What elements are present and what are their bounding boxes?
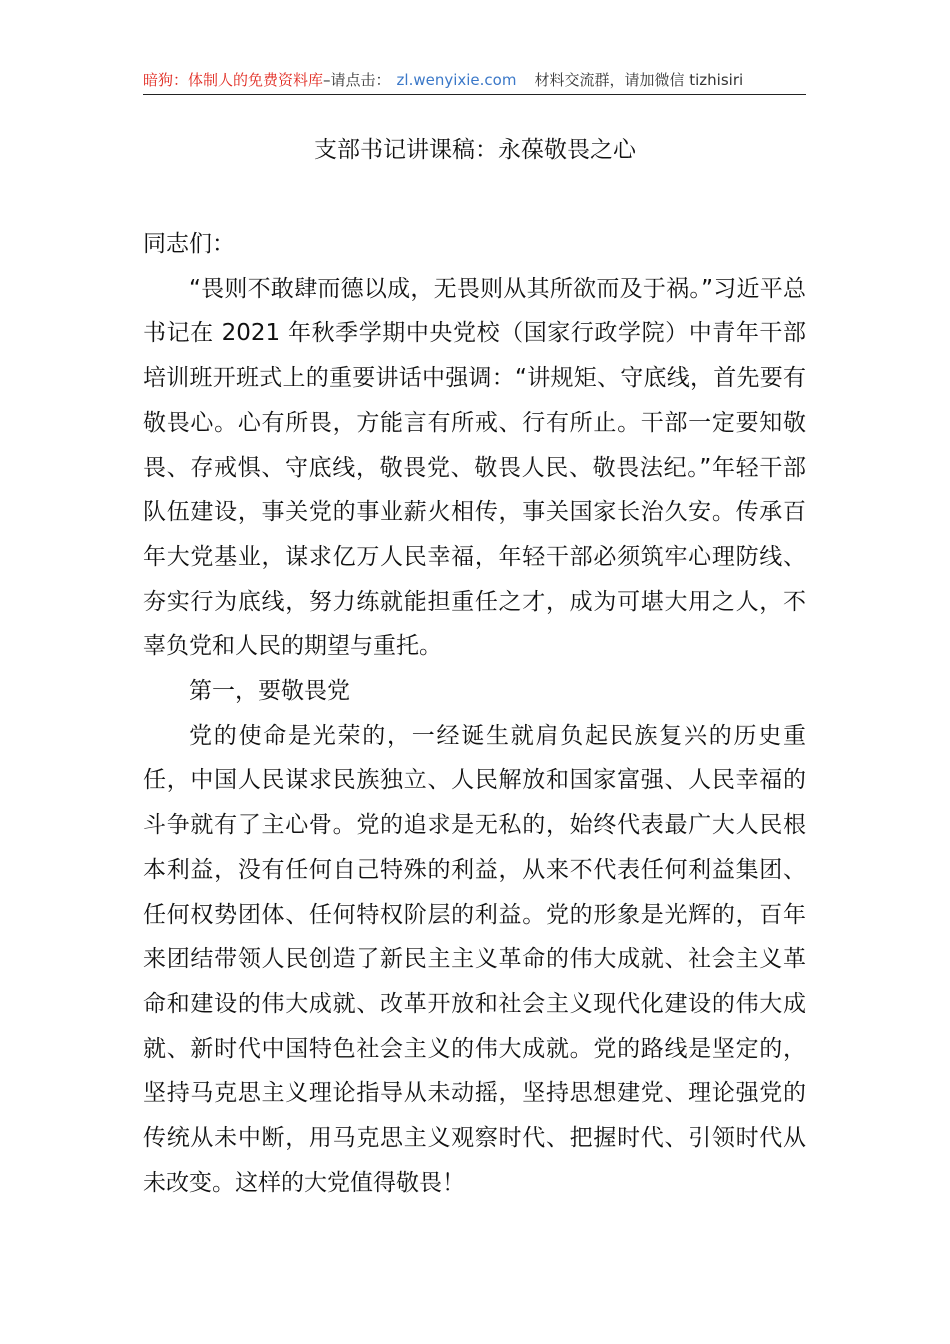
paragraph-revere-party: 党的使命是光荣的，一经诞生就肩负起民族复兴的历史重任，中国人民谋求民族独立、人民解放和国家富强、人民幸福的斗争就有了主心骨。党的追求是无私的，始终代表最广大人民根本利益，没有任何自己特殊的利益，从来不代表任何利益集团、任何权势团体、任何特权阶层的利益。党的形象是光辉的，百年来团结带领人民创造了新民主主义革命的伟大成就、社会主义革命和建设的伟大成就、改革开放和社会主义现代化建设的伟大成就、新时代中国特色社会主义的伟大成就。党的路线是坚定的，坚持马克思主义理论指导从未动摇，坚持思想建党、理论强党的传统从未中断，用马克思主义观察时代、把握时代、引领时代从未改变。这样的大党值得敬畏！ — [143, 722, 806, 1196]
header-url-link[interactable]: zl.wenyixie.com — [396, 71, 517, 89]
header-click-prompt: –请点击： — [323, 71, 391, 89]
page-header — [143, 66, 806, 95]
section-heading-first: 第一，要敬畏党 — [189, 678, 350, 705]
header-group-notice: 材料交流群，请加微信 tizhisiri — [534, 71, 744, 89]
salutation: 同志们： — [143, 231, 235, 257]
header-site-name: 暗狗：体制人的免费资料库 — [143, 71, 324, 89]
document-body — [143, 222, 806, 1205]
paragraph-intro: “畏则不敢肆而德以成，无畏则从其所欲而及于祸。”习近平总书记在 2021 年秋季学期中央党校（国家行政学院）中青年干部培训班开班式上的重要讲话中强调：“讲规矩、守底线，首先要有敬畏心。心有所畏，方能言有所戒、行有所止。干部一定要知敬畏、存戒惧、守底线，敬畏党、敬畏人民、敬畏法纪。”年轻干部队伍建设，事关党的事业薪火相传，事关国家长治久安。传承百年大党基业，谋求亿万人民幸福，年轻干部必须筑牢心理防线、夯实行为底线，努力练就能担重任之才，成为可堪大用之人，不辜负党和人民的期望与重托。 — [143, 275, 806, 660]
document-title: 支部书记讲课稿：永葆敬畏之心 — [314, 137, 636, 163]
